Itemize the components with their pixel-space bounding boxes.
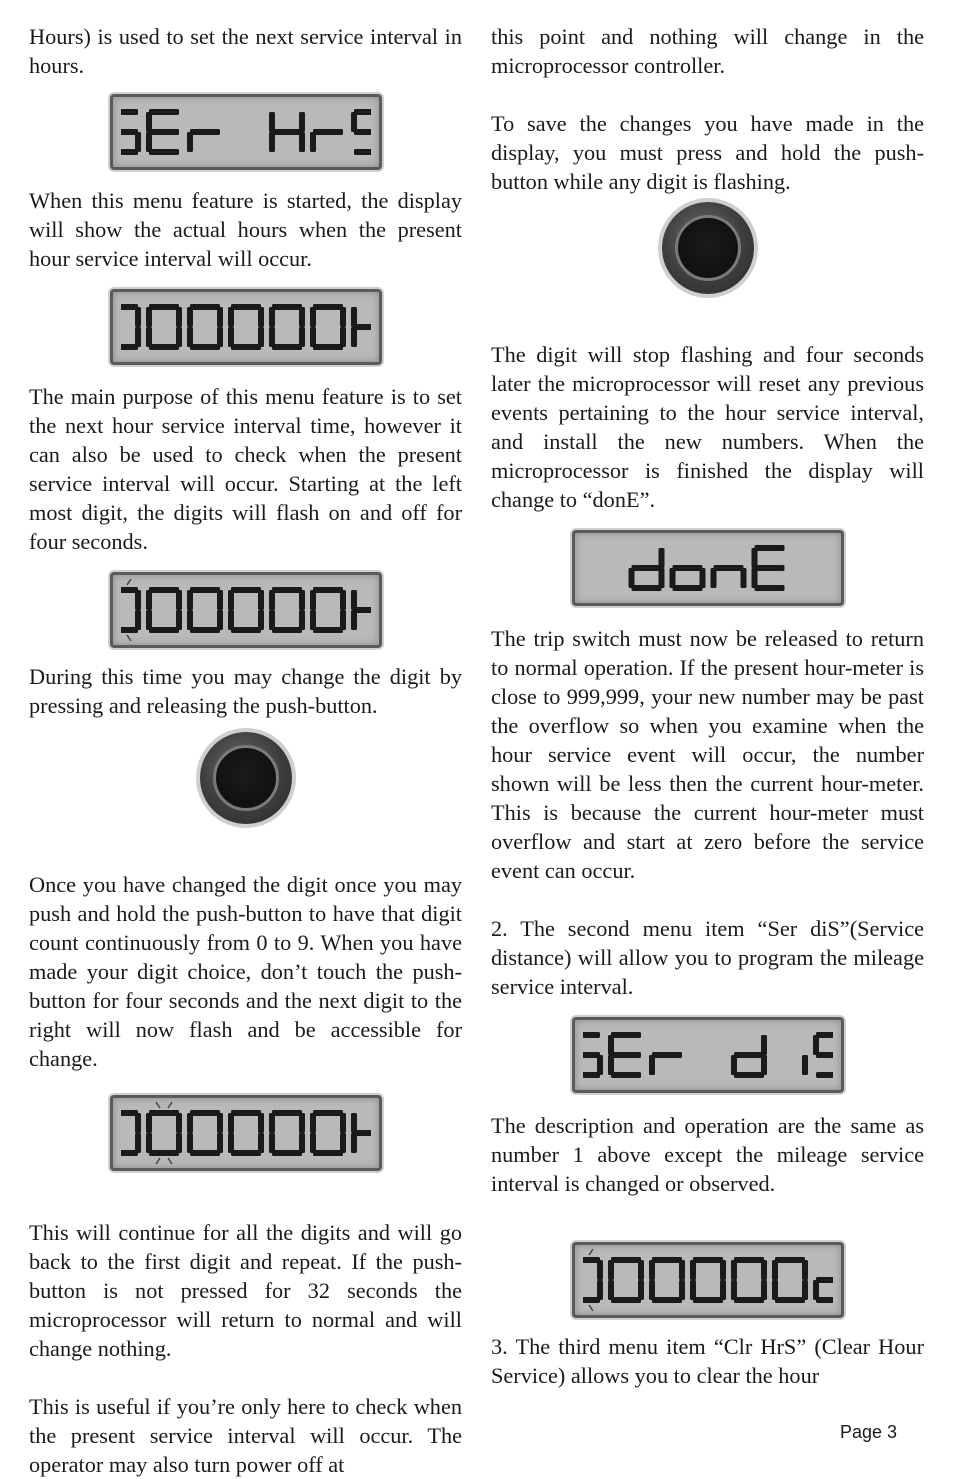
lcd-segment xyxy=(313,1110,343,1116)
lcd-segment xyxy=(313,304,343,310)
lcd-segment xyxy=(693,1297,723,1303)
lcd-segment xyxy=(217,1113,223,1133)
lcd-display xyxy=(110,1095,382,1171)
lcd-segment xyxy=(269,1133,275,1153)
lcd-segment xyxy=(310,327,316,347)
paragraph: When this menu feature is started, the display will show the actual hours when the present hour service interval will occur. xyxy=(29,188,462,271)
paragraph: The main purpose of this menu feature is to set the next hour service interval time, however it can also be used to check when the present service interval will occur. Starting at the left most digit, the digits will flash on and off for four seconds. xyxy=(29,384,462,554)
lcd-segment xyxy=(772,1260,778,1280)
lcd-segment xyxy=(731,1280,737,1300)
lcd-segment xyxy=(754,565,784,571)
lcd-segment xyxy=(187,590,193,610)
lcd-segment xyxy=(269,1113,275,1133)
lcd-segment xyxy=(313,627,343,633)
lcd-segment xyxy=(231,304,261,310)
lcd-text xyxy=(583,1024,833,1086)
lcd-display-wrap xyxy=(491,1017,924,1093)
lcd-segment xyxy=(149,149,179,155)
lcd-segment xyxy=(176,590,182,610)
lcd-segment xyxy=(340,590,346,610)
lcd-segment xyxy=(734,1297,764,1303)
lcd-segment xyxy=(583,1072,600,1078)
lcd-segment xyxy=(652,1297,682,1303)
lcd-display-wrap xyxy=(491,530,924,606)
lcd-segment xyxy=(231,344,261,350)
lcd-segment xyxy=(231,587,261,593)
lcd-segment xyxy=(313,129,343,135)
lcd-display-wrap xyxy=(29,289,462,365)
lcd-segment xyxy=(299,590,305,610)
lcd-segment xyxy=(146,590,152,610)
lcd-segment xyxy=(231,627,261,633)
lcd-segment xyxy=(802,1055,808,1075)
lcd-segment xyxy=(121,344,138,350)
lcd-segment xyxy=(816,1277,833,1283)
lcd-segment xyxy=(121,109,138,115)
lcd-segment xyxy=(272,129,302,135)
lcd-segment xyxy=(354,607,371,613)
lcd-segment xyxy=(121,149,138,155)
lcd-segment xyxy=(631,585,661,591)
lcd-segment xyxy=(135,590,141,610)
lcd-segment xyxy=(149,1150,179,1156)
lcd-segment xyxy=(690,1260,696,1280)
page-number: Page 3 xyxy=(840,1422,898,1442)
lcd-segment xyxy=(679,1260,685,1280)
lcd-segment xyxy=(310,307,316,327)
lcd-segment xyxy=(272,1110,302,1116)
flash-tick xyxy=(168,1102,172,1108)
lcd-segment xyxy=(149,1110,179,1116)
lcd-segment xyxy=(228,610,234,630)
left-column xyxy=(29,22,462,1479)
lcd-segment xyxy=(731,1260,737,1280)
lcd-segment xyxy=(354,324,371,330)
lcd-segment xyxy=(313,344,343,350)
lcd-segment xyxy=(734,1052,764,1058)
lcd-segment xyxy=(258,590,264,610)
flash-tick xyxy=(156,1102,160,1108)
lcd-segment xyxy=(228,590,234,610)
push-button-icon xyxy=(200,732,292,824)
lcd-segment xyxy=(269,590,275,610)
lcd-segment xyxy=(299,1113,305,1133)
flash-tick xyxy=(127,579,131,585)
flash-tick xyxy=(168,1158,172,1164)
flash-tick xyxy=(589,1249,593,1255)
lcd-segment xyxy=(354,129,371,135)
lcd-display xyxy=(572,1017,844,1093)
lcd-segment xyxy=(272,627,302,633)
lcd-display-wrap xyxy=(491,1242,924,1318)
lcd-segment xyxy=(608,1260,614,1280)
lcd-segment xyxy=(121,627,138,633)
push-button-icon xyxy=(662,202,754,294)
lcd-segment xyxy=(310,610,316,630)
lcd-segment xyxy=(258,1113,264,1133)
lcd-segment xyxy=(272,1150,302,1156)
lcd-segment xyxy=(135,307,141,327)
lcd-segment xyxy=(649,1260,655,1280)
lcd-segment xyxy=(231,1150,261,1156)
lcd-segment xyxy=(149,129,179,135)
lcd-segment xyxy=(149,627,179,633)
lcd-segment xyxy=(649,1280,655,1300)
lcd-segment xyxy=(269,610,275,630)
lcd-segment xyxy=(231,1110,261,1116)
paragraph: This is useful if you’re only here to check when the present service interval will occur. The operator may also turn power off at xyxy=(29,1394,462,1477)
lcd-segment xyxy=(611,1257,641,1263)
lcd-segment xyxy=(354,1130,371,1136)
lcd-segment xyxy=(690,1280,696,1300)
lcd-segment xyxy=(734,1072,764,1078)
button-wrap xyxy=(491,202,924,294)
lcd-segment xyxy=(190,304,220,310)
lcd-segment xyxy=(340,1113,346,1133)
lcd-segment xyxy=(608,1280,614,1300)
lcd-text xyxy=(121,296,371,358)
lcd-segment xyxy=(190,344,220,350)
lcd-segment xyxy=(190,1150,220,1156)
lcd-text xyxy=(583,537,833,599)
lcd-segment xyxy=(149,344,179,350)
lcd-text xyxy=(583,1249,833,1311)
lcd-segment xyxy=(672,585,702,591)
lcd-segment xyxy=(652,1052,682,1058)
lcd-segment xyxy=(816,1072,833,1078)
lcd-segment xyxy=(187,327,193,347)
paragraph: To save the changes you have made in the display, you must press and hold the push-button while any digit is flashing. xyxy=(491,111,924,194)
lcd-segment xyxy=(802,1260,808,1280)
paragraph: 2. The second menu item “Ser diS”(Service distance) will allow you to program the mileage service interval. xyxy=(491,916,924,999)
lcd-display xyxy=(110,289,382,365)
lcd-segment xyxy=(611,1052,641,1058)
lcd-segment xyxy=(611,1297,641,1303)
lcd-segment xyxy=(772,1280,778,1300)
lcd-segment xyxy=(217,307,223,327)
lcd-segment xyxy=(775,1257,805,1263)
lcd-segment xyxy=(258,307,264,327)
lcd-segment xyxy=(146,307,152,327)
lcd-segment xyxy=(272,304,302,310)
lcd-segment xyxy=(272,344,302,350)
paragraph: Once you have changed the digit once you may push and hold the push-button to have that digit count continuously from 0 to 9. When you have made your digit choice, don’t touch the push-button for four seconds and the next digit to the right will now flash and be accessible for change. xyxy=(29,872,462,1071)
lcd-segment xyxy=(611,1032,641,1038)
lcd-segment xyxy=(121,129,138,135)
lcd-segment xyxy=(176,1113,182,1133)
lcd-text xyxy=(121,1102,371,1164)
lcd-segment xyxy=(313,587,343,593)
lcd-segment xyxy=(146,1133,152,1153)
lcd-segment xyxy=(269,327,275,347)
lcd-segment xyxy=(597,1260,603,1280)
paragraph: The description and operation are the same as number 1 above except the mileage service interval is changed or observed. xyxy=(491,1113,924,1196)
lcd-segment xyxy=(310,1133,316,1153)
lcd-segment xyxy=(228,1133,234,1153)
paragraph: The trip switch must now be released to return to normal operation. If the present hour-meter is close to 999,999, your new number may be past the overflow so when you examine when the hour service event will occur, the number shown will be less then the current hour-meter. This is because the current hour-meter must overflow and start at zero before the service event can occur. xyxy=(491,626,924,883)
lcd-segment xyxy=(672,565,702,571)
lcd-segment xyxy=(354,149,371,155)
paragraph: 3. The third menu item “Clr HrS” (Clear Hour Service) allows you to clear the hour xyxy=(491,1334,924,1388)
lcd-segment xyxy=(720,1260,726,1280)
right-column xyxy=(491,22,924,1390)
lcd-segment xyxy=(187,610,193,630)
lcd-segment xyxy=(269,307,275,327)
lcd-segment xyxy=(187,307,193,327)
lcd-segment xyxy=(611,1072,641,1078)
lcd-segment xyxy=(693,1257,723,1263)
lcd-segment xyxy=(187,1133,193,1153)
paragraph: This will continue for all the digits and will go back to the first digit and repeat. If the push-button is not pressed for 32 seconds the microprocessor will return to normal and will change nothing. xyxy=(29,1220,462,1361)
lcd-segment xyxy=(299,307,305,327)
button-wrap xyxy=(29,732,462,824)
lcd-segment xyxy=(190,1110,220,1116)
lcd-segment xyxy=(313,1150,343,1156)
lcd-segment xyxy=(176,307,182,327)
flash-tick xyxy=(589,1305,593,1311)
lcd-segment xyxy=(310,590,316,610)
lcd-segment xyxy=(146,610,152,630)
paragraph: During this time you may change the digit by pressing and releasing the push-button. xyxy=(29,664,462,718)
lcd-segment xyxy=(816,1052,833,1058)
flash-tick xyxy=(127,635,131,641)
paragraph: this point and nothing will change in the microprocessor controller. xyxy=(491,24,924,78)
lcd-segment xyxy=(121,1150,138,1156)
lcd-segment xyxy=(583,1032,600,1038)
lcd-segment xyxy=(583,1297,600,1303)
lcd-display xyxy=(572,530,844,606)
lcd-segment xyxy=(713,565,743,571)
lcd-display xyxy=(110,94,382,170)
lcd-segment xyxy=(583,1052,600,1058)
lcd-segment xyxy=(631,565,661,571)
lcd-segment xyxy=(146,1113,152,1133)
lcd-segment xyxy=(135,1113,141,1133)
lcd-segment xyxy=(190,129,220,135)
lcd-text xyxy=(121,101,371,163)
lcd-segment xyxy=(310,1113,316,1133)
lcd-segment xyxy=(149,587,179,593)
paragraph: Hours) is used to set the next service interval in hours. xyxy=(29,24,462,78)
lcd-segment xyxy=(761,1260,767,1280)
lcd-segment xyxy=(149,109,179,115)
lcd-segment xyxy=(149,304,179,310)
lcd-segment xyxy=(190,587,220,593)
lcd-segment xyxy=(228,307,234,327)
paragraph: The digit will stop flashing and four seconds later the microprocessor will reset any previous events pertaining to the hour service interval, and install the new numbers. When the microprocessor is finished the display will change to “donE”. xyxy=(491,342,924,512)
lcd-segment xyxy=(187,1113,193,1133)
lcd-display xyxy=(572,1242,844,1318)
lcd-segment xyxy=(272,587,302,593)
lcd-segment xyxy=(754,585,784,591)
lcd-segment xyxy=(217,590,223,610)
lcd-display-wrap xyxy=(29,94,462,170)
lcd-segment xyxy=(754,545,784,551)
lcd-text xyxy=(121,579,371,641)
lcd-display-wrap xyxy=(29,1095,462,1171)
lcd-segment xyxy=(652,1257,682,1263)
flash-tick xyxy=(156,1158,160,1164)
lcd-segment xyxy=(228,327,234,347)
lcd-display-wrap xyxy=(29,572,462,648)
lcd-segment xyxy=(190,627,220,633)
lcd-display xyxy=(110,572,382,648)
lcd-segment xyxy=(340,307,346,327)
lcd-segment xyxy=(638,1260,644,1280)
lcd-segment xyxy=(734,1257,764,1263)
lcd-segment xyxy=(146,327,152,347)
lcd-segment xyxy=(228,1113,234,1133)
lcd-segment xyxy=(775,1297,805,1303)
